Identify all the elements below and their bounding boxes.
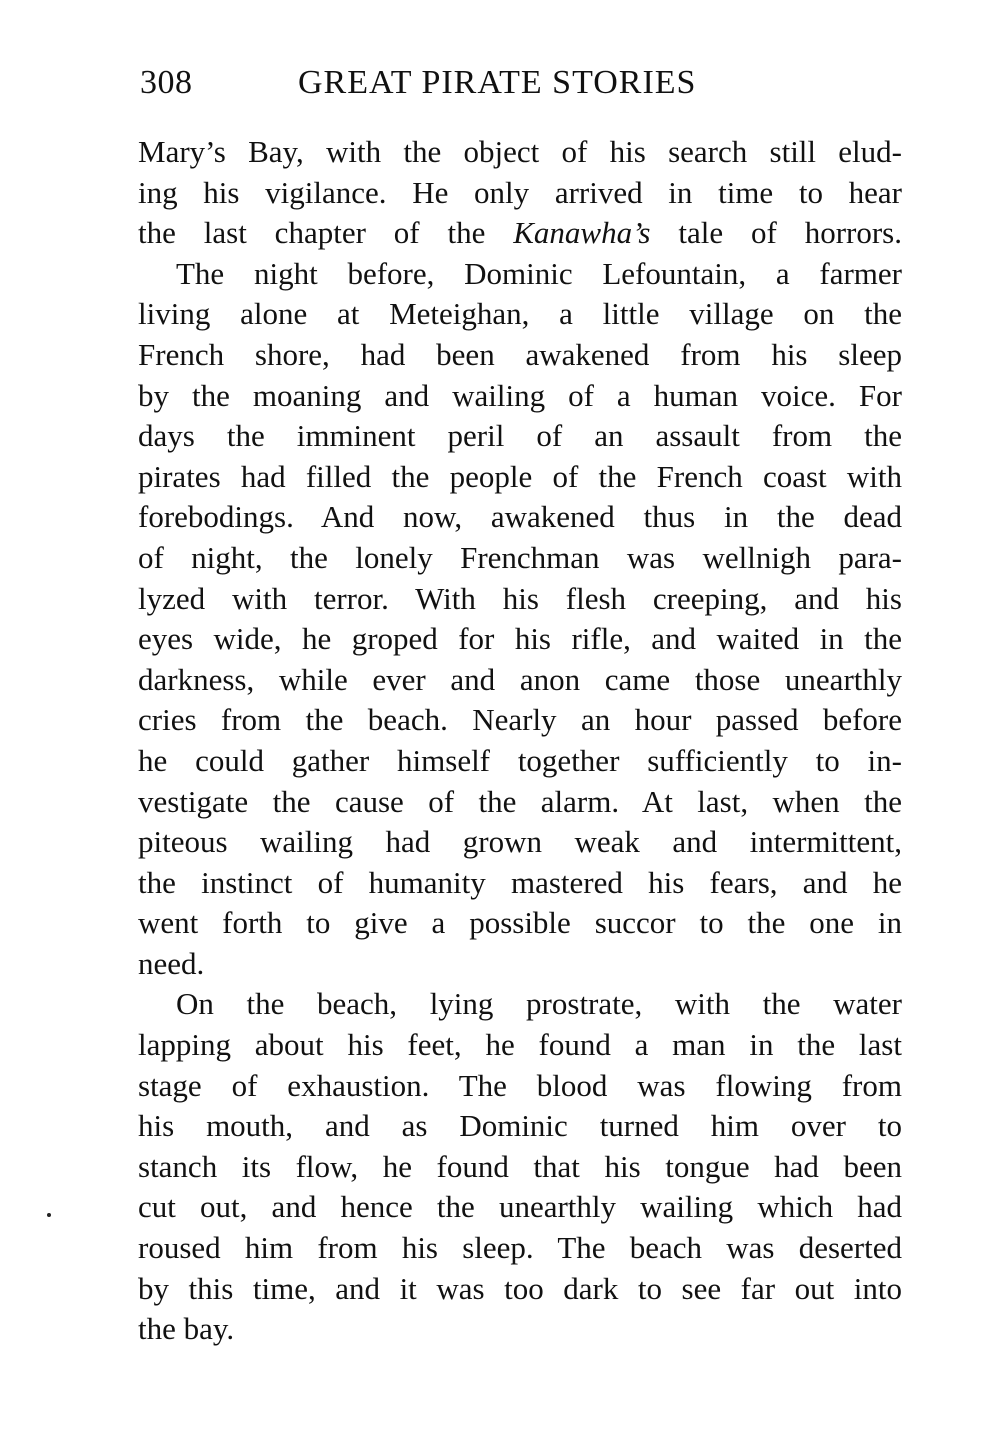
text-line: forebodings. And now, awakened thus in the dead: [138, 499, 902, 535]
text-line: his mouth, and as Dominic turned him over to: [138, 1108, 902, 1144]
ink-speck: [47, 1213, 51, 1217]
text-line: the instinct of humanity mastered his fears, and he: [138, 864, 902, 900]
text-line: vestigate the cause of the alarm. At last, when the: [138, 783, 902, 819]
text-line: the bay.: [138, 1311, 235, 1347]
text-line: days the imminent peril of an assault from the: [138, 418, 902, 454]
text-line: stage of exhaustion. The blood was flowing from: [138, 1067, 902, 1103]
text-line: cries from the beach. Nearly an hour passed before: [138, 702, 902, 738]
running-head: [140, 58, 902, 108]
text-line: The night before, Dominic Lefountain, a farmer: [176, 255, 902, 291]
text-line: lapping about his feet, he found a man in the last: [138, 1027, 902, 1063]
text-line: pirates had filled the people of the French coast with: [138, 458, 902, 494]
text-segment: tale of horrors.: [650, 215, 902, 251]
text-line: eyes wide, he groped for his rifle, and waited in the: [138, 621, 902, 657]
text-line: living alone at Meteighan, a little village on the: [138, 296, 902, 332]
text-line: darkness, while ever and anon came those unearthly: [138, 661, 902, 697]
text-line: [138, 213, 902, 254]
text-line: piteous wailing had grown weak and intermittent,: [138, 824, 902, 860]
text-line: Mary’s Bay, with the object of his search still elud-: [138, 134, 902, 169]
text-line: stanch its flow, he found that his tongue had been: [138, 1148, 902, 1184]
text-line: On the beach, lying prostrate, with the water: [176, 986, 902, 1022]
ship-name: Kanawha’s: [513, 215, 651, 251]
text-line: by the moaning and wailing of a human voice. For: [138, 377, 902, 413]
text-line: roused him from his sleep. The beach was deserted: [138, 1230, 902, 1266]
body-text: [138, 132, 902, 1350]
text-line: need.: [138, 945, 205, 981]
text-line: ing his vigilance. He only arrived in time to hear: [138, 174, 902, 210]
text-line: he could gather himself together sufficiently to in-: [138, 742, 902, 778]
text-line: French shore, had been awakened from his sleep: [138, 336, 902, 372]
running-title: GREAT PIRATE STORIES: [298, 64, 697, 101]
text-line: lyzed with terror. With his flesh creeping, and his: [138, 580, 902, 616]
text-line: by this time, and it was too dark to see far out into: [138, 1270, 902, 1306]
text-line: of night, the lonely Frenchman was wellnigh para-: [138, 539, 902, 575]
text-line: went forth to give a possible succor to the one in: [138, 905, 902, 941]
page-number: 308: [140, 64, 193, 101]
text-segment: the last chapter of the: [138, 215, 514, 251]
text-line: cut out, and hence the unearthly wailing which had: [138, 1189, 902, 1225]
